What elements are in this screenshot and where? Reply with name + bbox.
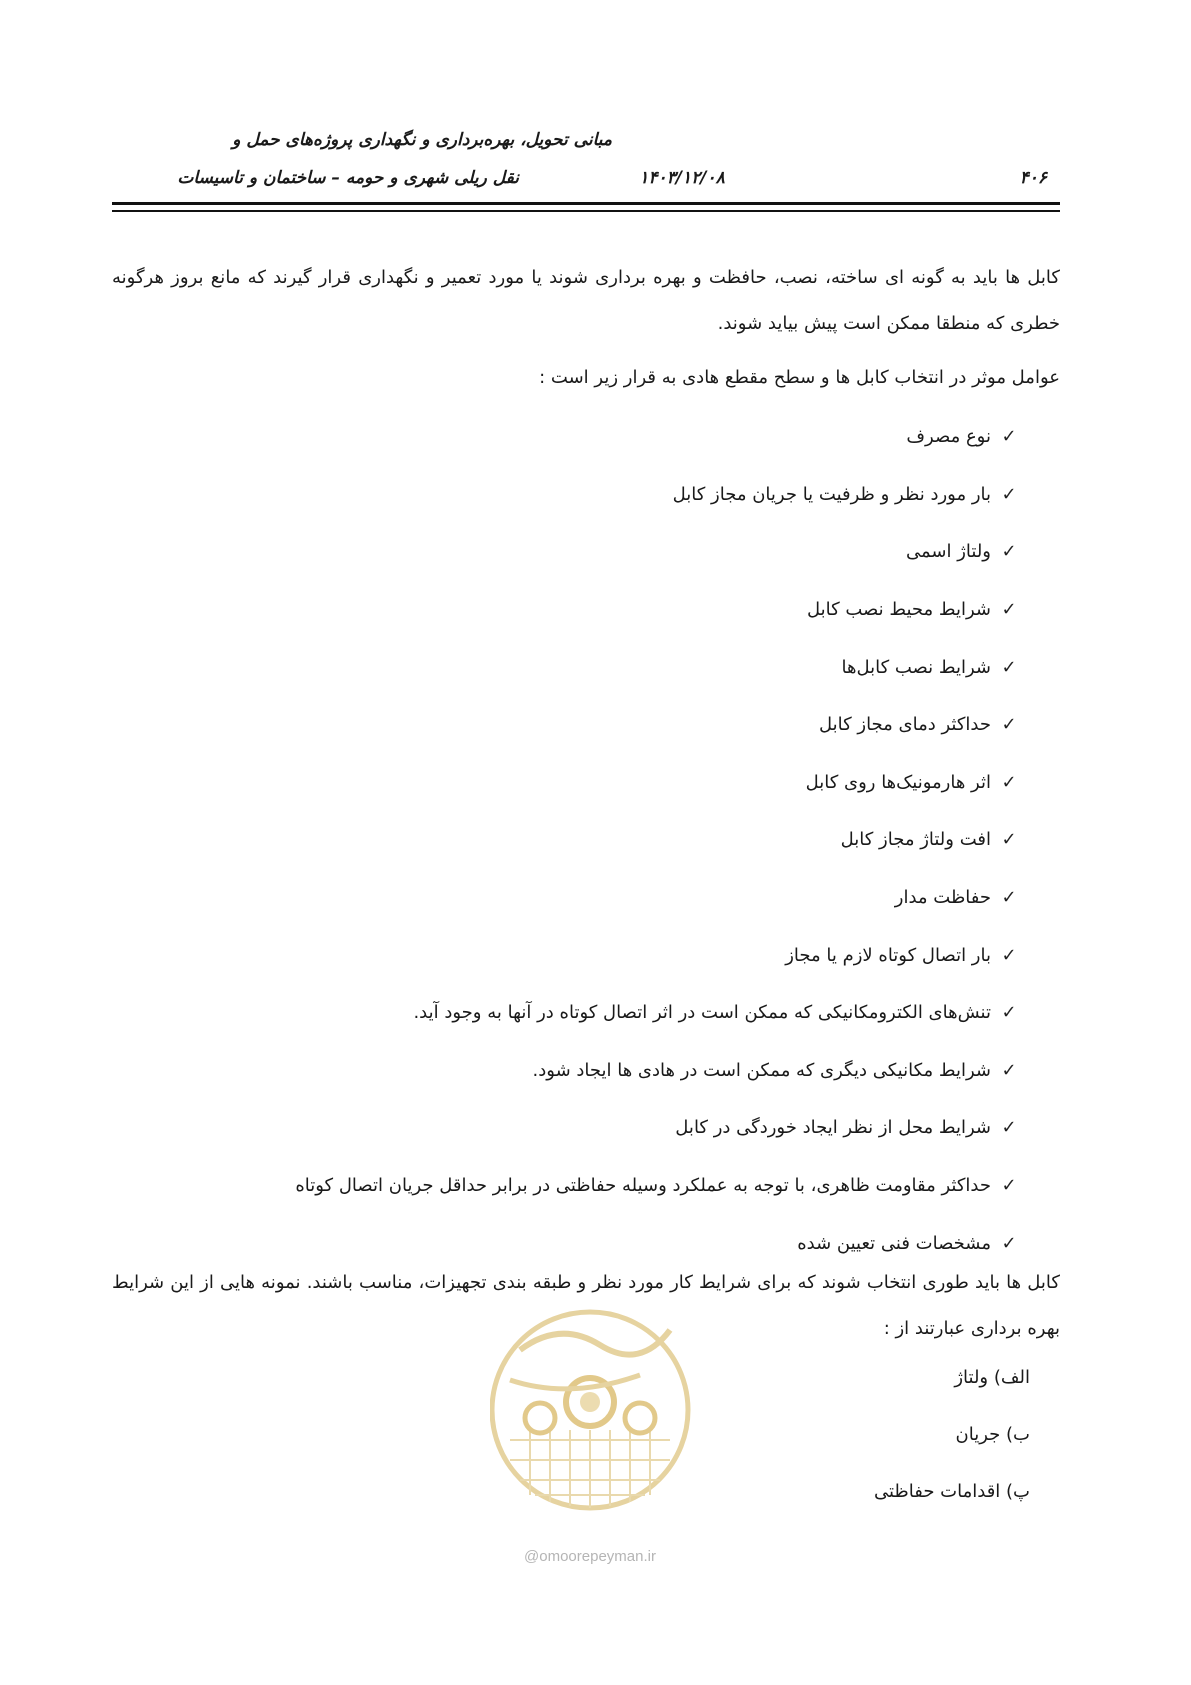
list-item xyxy=(112,869,1027,927)
condition-item: الف) ولتاژ xyxy=(954,1367,1030,1388)
factors-list xyxy=(112,408,1027,1272)
list-item xyxy=(112,926,1027,984)
checkmark-icon: ✓ xyxy=(1001,1117,1017,1139)
list-item xyxy=(112,466,1027,524)
list-item-text: بار مورد نظر و ظرفیت یا جریان مجاز کابل xyxy=(672,483,991,505)
factors-intro: عوامل موثر در انتخاب کابل ها و سطح مقطع هادی به قرار زیر است : xyxy=(539,367,1060,388)
list-item-text: حفاظت مدار xyxy=(894,887,991,909)
list-item xyxy=(112,811,1027,869)
list-item xyxy=(112,754,1027,812)
checkmark-icon: ✓ xyxy=(1001,714,1017,736)
list-item-text: تنش‌های الکترومکانیکی که ممکن است در اثر اتصال کوتاه در آنها به وجود آید. xyxy=(413,1002,991,1024)
watermark-logo-icon xyxy=(490,1290,710,1550)
intro-paragraph: کابل ها باید به گونه ای ساخته، نصب، حافظت و بهره برداری شوند یا مورد تعمیر و نگهداری قرار گیرند که مانع بروز هرگونه خطری که منطقا ممکن است پیش بیاید شوند. xyxy=(112,267,1060,334)
list-item xyxy=(112,1157,1027,1215)
list-item-text: حداکثر دمای مجاز کابل xyxy=(818,714,991,736)
checkmark-icon: ✓ xyxy=(1001,887,1017,909)
checkmark-icon: ✓ xyxy=(1001,1175,1017,1197)
condition-item: پ) اقدامات حفاظتی xyxy=(873,1481,1030,1502)
list-item-text: ولتاژ اسمی xyxy=(906,541,991,563)
list-item-text: شرایط محل از نظر ایجاد خوردگی در کابل xyxy=(675,1117,991,1139)
checkmark-icon: ✓ xyxy=(1001,829,1017,851)
list-item-text: نوع مصرف xyxy=(906,426,991,448)
list-item-text: افت ولتاژ مجاز کابل xyxy=(840,829,991,851)
header-date: ۱۴۰۳/۱۲/۰۸ xyxy=(639,168,725,188)
list-item-text: اثر هارمونیک‌ها روی کابل xyxy=(805,771,991,793)
list-item xyxy=(112,523,1027,581)
watermark-url: @omoorepeyman.ir xyxy=(524,1548,656,1565)
list-item xyxy=(112,638,1027,696)
header-rule-thick xyxy=(112,202,1060,205)
list-item-text: شرایط نصب کابل‌ها xyxy=(841,656,991,678)
list-item xyxy=(112,581,1027,639)
checkmark-icon: ✓ xyxy=(1001,1232,1017,1254)
checkmark-icon: ✓ xyxy=(1001,483,1017,505)
list-item-text: شرایط محیط نصب کابل xyxy=(806,599,991,621)
checkmark-icon: ✓ xyxy=(1001,1059,1017,1081)
list-item-text: شرایط مکانیکی دیگری که ممکن است در هادی ها ایجاد شود. xyxy=(532,1059,991,1081)
header-title-line1: مبانی تحویل، بهره‌برداری و نگهداری پروژه‌های حمل و xyxy=(232,130,612,150)
page-header xyxy=(112,120,1062,215)
header-title-line2: نقل ریلی شهری و حومه – ساختمان و تاسیسات xyxy=(177,168,519,188)
checkmark-icon: ✓ xyxy=(1001,599,1017,621)
list-item xyxy=(112,1042,1027,1100)
checkmark-icon: ✓ xyxy=(1001,541,1017,563)
selection-paragraph: کابل ها باید طوری انتخاب شوند که برای شرایط کار مورد نظر و طبقه بندی تجهیزات، مناسب باشند. نمونه هایی از این شرایط بهره برداری عبارتند از : xyxy=(112,1272,1060,1339)
list-item xyxy=(112,1099,1027,1157)
list-item-text: مشخصات فنی تعیین شده xyxy=(797,1232,991,1254)
list-item xyxy=(112,696,1027,754)
list-item xyxy=(112,408,1027,466)
checkmark-icon: ✓ xyxy=(1001,1002,1017,1024)
condition-item: ب) جریان xyxy=(955,1424,1030,1445)
header-rule-thin xyxy=(112,210,1060,212)
list-item-text: بار اتصال کوتاه لازم یا مجاز xyxy=(785,944,991,966)
checkmark-icon: ✓ xyxy=(1001,944,1017,966)
checkmark-icon: ✓ xyxy=(1001,656,1017,678)
list-item-text: حداکثر مقاومت ظاهری، با توجه به عملکرد وسیله حفاظتی در برابر حداقل جریان اتصال کوتاه xyxy=(295,1175,991,1197)
checkmark-icon: ✓ xyxy=(1001,771,1017,793)
list-item xyxy=(112,984,1027,1042)
checkmark-icon: ✓ xyxy=(1001,426,1017,448)
page-number: ۴۰۶ xyxy=(1019,168,1047,188)
